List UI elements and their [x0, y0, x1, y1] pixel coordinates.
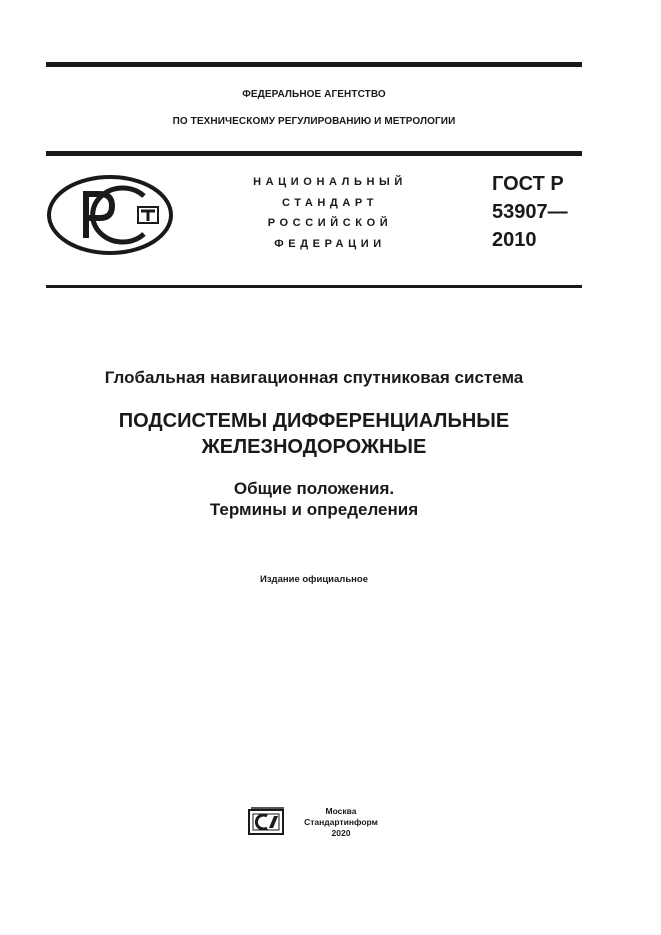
- publisher-city: Москва: [325, 806, 357, 816]
- title-subsystems-line1: ПОДСИСТЕМЫ ДИФФЕРЕНЦИАЛЬНЫЕ: [118, 410, 510, 432]
- national-standard-block: [224, 172, 436, 254]
- standard-type-line3: РОССИЙСКОЙ: [267, 217, 393, 230]
- publisher-name: Стандартинформ: [304, 817, 378, 827]
- title-subsystems: [46, 408, 582, 460]
- gost-designation: [492, 170, 568, 254]
- gost-number-line: [492, 198, 568, 226]
- standard-type-line4: ФЕДЕРАЦИИ: [274, 237, 386, 250]
- title-subtitle-line2: Термины и определения: [209, 500, 419, 519]
- title-system: Глобальная навигационная спутниковая система: [104, 368, 524, 387]
- rst-certification-logo: [46, 174, 174, 256]
- edition-label: Издание официальное: [260, 574, 368, 585]
- top-rule: [46, 62, 582, 67]
- title-subsystems-line2: ЖЕЛЕЗНОДОРОЖНЫЕ: [201, 436, 427, 458]
- agency-name-line2: ПО ТЕХНИЧЕСКОМУ РЕГУЛИРОВАНИЮ И МЕТРОЛОГИИ: [172, 116, 456, 127]
- standartinform-logo: [248, 806, 286, 836]
- header-rule: [46, 151, 582, 156]
- publisher-block: [304, 806, 378, 839]
- publisher-year: 2020: [331, 828, 351, 838]
- title-subtitle: [46, 478, 582, 520]
- gost-dash: —: [547, 201, 568, 223]
- agency-name-line1: ФЕДЕРАЛЬНОЕ АГЕНТСТВО: [242, 89, 386, 100]
- gost-prefix: ГОСТ Р: [492, 173, 564, 195]
- gost-year: 2010: [492, 229, 537, 251]
- standard-type-line2: СТАНДАРТ: [281, 196, 379, 209]
- standard-type-line1: НАЦИОНАЛЬНЫЙ: [253, 176, 407, 188]
- title-subtitle-line1: Общие положения.: [233, 479, 395, 498]
- gost-number: 53907: [492, 201, 548, 223]
- designation-rule: [46, 285, 582, 288]
